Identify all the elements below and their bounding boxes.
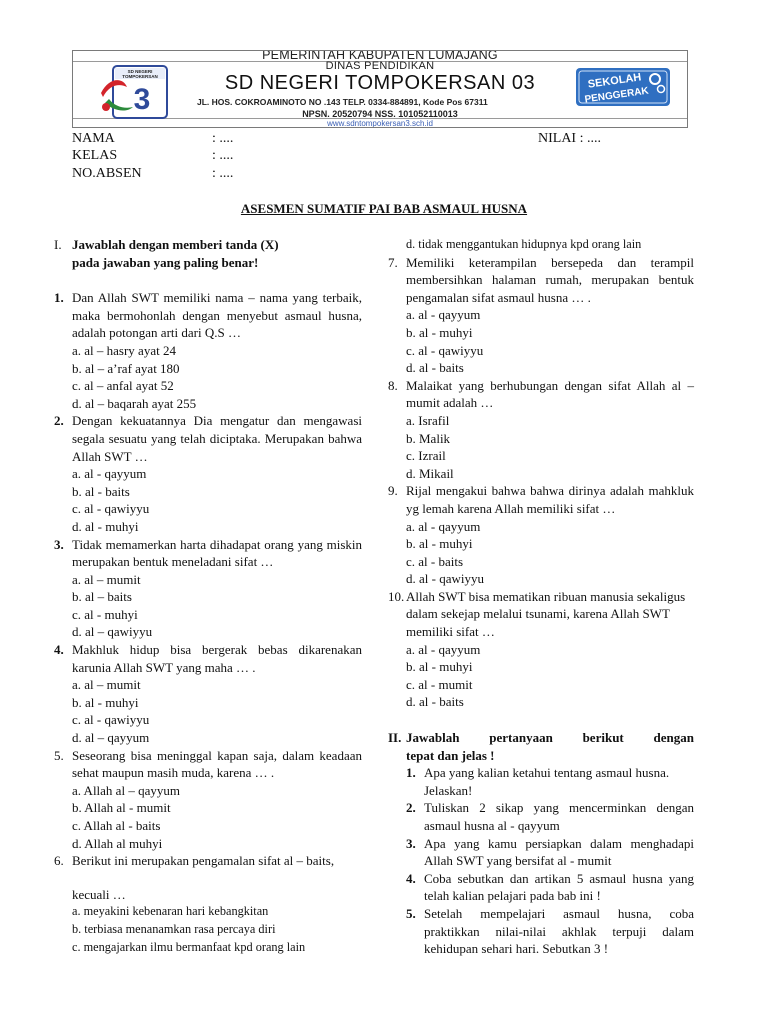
question-6-text: Berikut ini merupakan pengamalan sifat al – baits, bbox=[72, 853, 335, 869]
section2-instruction bbox=[388, 729, 694, 747]
question-9-option-b[interactable]: b. al - muhyi bbox=[406, 536, 473, 552]
section2-instruction-line2: tepat dan jelas ! bbox=[406, 747, 495, 763]
question-6: 6. Berikut ini merupakan pengamalan sifat al – baits, bbox=[54, 852, 362, 870]
question-1-option-d[interactable]: d. al – baqarah ayat 255 bbox=[72, 395, 197, 411]
question-3-text: Tidak memamerkan harta dihadapat orang yang miskin merupakan bentuk meneladani sifat … bbox=[72, 536, 362, 570]
question-3-option-d[interactable]: d. al – qawiyyu bbox=[72, 624, 153, 640]
essay-item-3-text: Apa yang kamu persiapkan dalam menghadapi Allah SWT yang bersifat al - mumit bbox=[424, 835, 694, 869]
essay-item-3: 3. Apa yang kamu persiapkan dalam menghadapi Allah SWT yang bersifat al - mumit bbox=[406, 835, 694, 869]
essay-item-2-text: Tuliskan 2 sikap yang mencerminkan dengan asmaul husna al - qayyum bbox=[424, 800, 694, 833]
school-logo bbox=[97, 63, 171, 123]
letterhead-address: JL. HOS. COKROAMINOTO NO .143 TELP. 0334-884891, Kode Pos 67311 bbox=[197, 97, 488, 107]
question-8: 8. Malaikat yang berhubungan dengan sifat Allah al – mumit adalah … bbox=[388, 377, 694, 411]
essay-item-5: 5. Setelah mempelajari asmaul husna, coba praktikkan nilai-nilai akhlak terpuji dalam kehidupan sehari hari. Sebutkan 3 ! bbox=[406, 905, 694, 957]
question-3-option-c[interactable]: c. al - muhyi bbox=[72, 606, 138, 622]
essay-item-5-text: Setelah mempelajari asmaul husna, coba praktikkan nilai-nilai akhlak terpuji dalam kehidupan sehari hari. Sebutkan 3 ! bbox=[424, 905, 694, 957]
question-6-option-d[interactable]: d. tidak menggantukan hidupnya kpd orang lain bbox=[406, 237, 642, 251]
question-2-option-c[interactable]: c. al - qawiyyu bbox=[72, 501, 150, 517]
question-1: 1. Dan Allah SWT memiliki nama – nama yang terbaik, maka bermohonlah dengan menyebut asmaul husna, adalah potongan arti dari Q.S … bbox=[54, 290, 362, 341]
essay-item-1-text: Apa yang kalian ketahui tentang asmaul husna. Jelaskan! bbox=[424, 765, 670, 798]
question-5-option-c[interactable]: c. Allah al - baits bbox=[72, 818, 161, 833]
question-3-option-a[interactable]: a. al – mumit bbox=[72, 571, 141, 587]
question-9-option-d[interactable]: d. al - qawiyyu bbox=[406, 571, 484, 587]
sekolah-penggerak-badge bbox=[575, 67, 671, 107]
kelas-label: KELAS bbox=[72, 148, 118, 163]
question-8-option-b[interactable]: b. Malik bbox=[406, 430, 451, 446]
logo-text-line2: TOMPOKERSAN bbox=[122, 74, 158, 79]
question-4-option-b[interactable]: b. al - muhyi bbox=[72, 694, 139, 710]
question-4-option-c[interactable]: c. al - qawiyyu bbox=[72, 712, 150, 728]
question-2-text: Dengan kekuatannya Dia mengatur dan mengawasi segala sesuatu yang telah diciptaka. Merupakan bahwa Allah SWT … bbox=[72, 413, 362, 464]
essay-item-4: 4. Coba sebutkan dan artikan 5 asmaul husna yang telah kalian pelajari pada bab ini ! bbox=[406, 870, 694, 904]
logo-number: 3 bbox=[133, 83, 151, 116]
question-6-option-b[interactable]: b. terbiasa menanamkan rasa percaya diri bbox=[72, 921, 276, 936]
question-10-option-c[interactable]: c. al - mumit bbox=[406, 676, 473, 692]
question-8-option-c[interactable]: c. Izrail bbox=[406, 448, 446, 464]
question-10: 10. Allah SWT bisa mematikan ribuan manusia sekaligus dalam sekejap melalui tsunami, karena Allah SWT memiliki sifat … bbox=[388, 588, 694, 641]
question-2: 2. Dengan kekuatannya Dia mengatur dan mengawasi segala sesuatu yang telah diciptaka. Merupakan bahwa Allah SWT … bbox=[54, 413, 362, 464]
question-6-option-c[interactable]: c. mengajarkan ilmu bermanfaat kpd orang lain bbox=[72, 939, 306, 954]
nama-label: NAMA bbox=[72, 131, 115, 146]
question-9-option-a[interactable]: a. al - qayyum bbox=[406, 518, 481, 534]
letterhead-npsn: NPSN. 20520794 NSS. 101052110013 bbox=[302, 109, 458, 119]
question-4-option-d[interactable]: d. al – qayyum bbox=[72, 730, 150, 746]
question-4-option-a[interactable]: a. al – mumit bbox=[72, 677, 141, 693]
question-5-option-b[interactable]: b. Allah al - mumit bbox=[72, 800, 171, 816]
letterhead-government: PEMERINTAH KABUPATEN LUMAJANG bbox=[262, 50, 498, 62]
section2-instruction-line1: Jawablah pertanyaan berikut dengan bbox=[406, 730, 694, 746]
question-7-option-c[interactable]: c. al - qawiyyu bbox=[406, 342, 484, 358]
section1-instruction bbox=[54, 236, 362, 271]
question-5-option-d[interactable]: d. Allah al muhyi bbox=[72, 835, 163, 851]
question-8-text: Malaikat yang berhubungan dengan sifat Allah al – mumit adalah … bbox=[406, 377, 694, 411]
essay-item-2: 2. Tuliskan 2 sikap yang mencerminkan dengan asmaul husna al - qayyum bbox=[406, 800, 694, 833]
question-10-option-d[interactable]: d. al - baits bbox=[406, 694, 464, 710]
absen-label: NO.ABSEN bbox=[72, 166, 142, 181]
question-10-text: Allah SWT bisa mematikan ribuan manusia sekaligus dalam sekejap melalui tsunami, karena Allah SWT memiliki sifat … bbox=[406, 588, 686, 640]
letterhead-department: DINAS PENDIDIKAN bbox=[325, 60, 435, 72]
badge-line2: PENGGERAK bbox=[583, 85, 650, 106]
kelas-field[interactable]: : .... bbox=[212, 148, 234, 163]
question-2-option-b[interactable]: b. al - baits bbox=[72, 483, 130, 499]
section1-instruction-line2: pada jawaban yang paling benar! bbox=[72, 254, 259, 270]
question-2-option-d[interactable]: d. al - muhyi bbox=[72, 518, 139, 534]
letterhead bbox=[72, 50, 688, 128]
question-5-text: Seseorang bisa meninggal kapan saja, dalam keadaan sehat maupun masih muda, karena … . bbox=[72, 747, 362, 781]
section2-number: II. bbox=[388, 730, 402, 746]
right-column bbox=[388, 236, 694, 958]
question-4-text: Makhluk hidup bisa bergerak bebas dikarenakan karunia Allah SWT yang maha … . bbox=[72, 642, 362, 675]
question-8-option-d[interactable]: d. Mikail bbox=[406, 465, 454, 481]
nilai-field[interactable]: NILAI : .... bbox=[538, 131, 601, 146]
logo-text-line1: SD NEGERI bbox=[127, 69, 153, 74]
question-1-option-b[interactable]: b. al – a’raf ayat 180 bbox=[72, 360, 180, 376]
question-5-option-a[interactable]: a. Allah al – qayyum bbox=[72, 782, 180, 798]
essay-item-4-text: Coba sebutkan dan artikan 5 asmaul husna yang telah kalian pelajari pada bab ini ! bbox=[424, 870, 694, 904]
question-4: 4. Makhluk hidup bisa bergerak bebas dikarenakan karunia Allah SWT yang maha … . bbox=[54, 642, 362, 675]
question-7-option-d[interactable]: d. al - baits bbox=[406, 360, 464, 376]
left-column bbox=[54, 236, 362, 956]
question-1-text: Dan Allah SWT memiliki nama – nama yang terbaik, maka bermohonlah dengan menyebut asmaul husna, adalah potongan arti dari Q.S … bbox=[72, 290, 362, 341]
question-6-kecuali: kecuali … bbox=[72, 886, 126, 902]
absen-field[interactable]: : .... bbox=[212, 166, 234, 181]
letterhead-website: www.sdntompokersan3.sch.id bbox=[327, 119, 433, 128]
question-7-option-b[interactable]: b. al - muhyi bbox=[406, 324, 473, 340]
question-9: 9. Rijal mengakui bahwa bahwa dirinya adalah mahkluk yg lemah karena Allah memiliki sifat … bbox=[388, 483, 694, 516]
question-3: 3. Tidak memamerkan harta dihadapat orang yang miskin merupakan bentuk meneladani sifat … bbox=[54, 536, 362, 570]
question-7: 7. Memiliki keterampilan bersepeda dan terampil membersihkan halaman rumah, merupakan bentuk pengamalan sifat asmaul husna … . bbox=[388, 254, 694, 305]
section1-instruction-line1: Jawablah dengan memberi tanda (X) bbox=[72, 237, 279, 252]
question-2-option-a[interactable]: a. al - qayyum bbox=[72, 466, 147, 482]
page-title: ASESMEN SUMATIF PAI BAB ASMAUL HUSNA bbox=[240, 201, 528, 216]
question-10-option-b[interactable]: b. al - muhyi bbox=[406, 659, 473, 675]
question-3-option-b[interactable]: b. al – baits bbox=[72, 589, 132, 605]
question-9-text: Rijal mengakui bahwa bahwa dirinya adalah mahkluk yg lemah karena Allah memiliki sifat … bbox=[406, 483, 694, 516]
question-7-text: Memiliki keterampilan bersepeda dan terampil membersihkan halaman rumah, merupakan bentuk pengamalan sifat asmaul husna … . bbox=[406, 254, 694, 305]
essay-item-1: 1. Apa yang kalian ketahui tentang asmaul husna. Jelaskan! bbox=[406, 764, 694, 799]
question-10-option-a[interactable]: a. al - qayyum bbox=[406, 641, 481, 657]
question-7-option-a[interactable]: a. al - qayyum bbox=[406, 307, 481, 323]
question-9-option-c[interactable]: c. al - baits bbox=[406, 553, 464, 569]
nama-field[interactable]: : .... bbox=[212, 131, 234, 146]
badge-line1: SEKOLAH bbox=[587, 71, 643, 91]
question-6-option-a[interactable]: a. meyakini kebenaran hari kebangkitan bbox=[72, 904, 269, 919]
question-1-option-c[interactable]: c. al – anfal ayat 52 bbox=[72, 378, 174, 394]
question-1-option-a[interactable]: a. al – hasry ayat 24 bbox=[72, 342, 176, 358]
section1-number: I. bbox=[54, 237, 62, 252]
question-5: 5. Seseorang bisa meninggal kapan saja, dalam keadaan sehat maupun masih muda, karena … . bbox=[54, 747, 362, 781]
question-8-option-a[interactable]: a. Israfil bbox=[406, 412, 450, 428]
letterhead-school-name: SD NEGERI TOMPOKERSAN 03 bbox=[224, 72, 536, 94]
